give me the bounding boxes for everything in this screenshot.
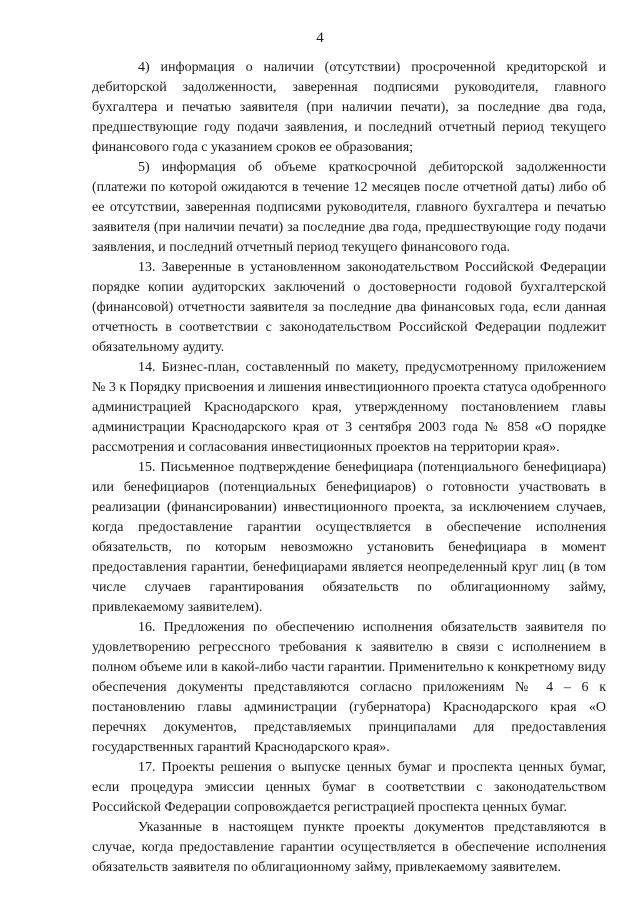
paragraph-13: 13. Заверенные в установленном законодательством Российской Федерации порядке копии аудиторских заключений о достоверности годовой бухгалтерской (финансовой) отчетности заявителя за последние два финансовых года, если данная отчетность в соответствии с законодательством Российской Федерации подлежит обязательному аудиту. <box>92 260 606 355</box>
paragraph-note: Указанные в настоящем пункте проекты документов представляются в случае, когда предоставление гарантии осуществляется в обеспечение исполнения обязательств заявителя по облигационному займу, привлекаемому заявителем. <box>92 820 606 875</box>
paragraph-15: 15. Письменное подтверждение бенефициара (потенциального бенефициара) или бенефициаров (потенциальных бенефициаров) о готовности участвовать в реализации (финансировании) инвестиционного проекта, за исключением случаев, когда предоставление гарантии осуществляется в обеспечение исполнения обязательств, по которым невозможно установить бенефициара в момент предоставления гарантии, бенефициарами является неопределенный круг лиц (в том числе случаев гарантирования обязательств по облигационному займу, привлекаемому заявителем). <box>92 460 606 615</box>
paragraph-16: 16. Предложения по обеспечению исполнения обязательств заявителя по удовлетворению регрессного требования к заявителю в связи с исполнением в полном объеме или в какой-либо части гарантии. Применительно к конкретному виду обеспечения документы представляются согласно приложениям № 4 – 6 к постановлению главы администрации (губернатора) Краснодарского края «О перечнях документов, представляемых принципалами для предоставления государственных гарантий Краснодарского края». <box>92 620 606 755</box>
paragraph-item-4: 4) информация о наличии (отсутствии) просроченной кредиторской и дебиторской задолженности, заверенная подписями руководителя, главного бухгалтера и печатью заявителя (при наличии печати), за последние два года, предшествующие году подачи заявления, и последний отчетный период текущего финансового года с указанием сроков ее образования; <box>92 60 606 155</box>
page-number: 4 <box>316 30 324 46</box>
document-body <box>92 58 606 878</box>
paragraph-14: 14. Бизнес-план, составленный по макету, предусмотренному приложением № 3 к Порядку присвоения и лишения инвестиционного проекта статуса одобренного администрацией Краснодарского края, утвержденному постановлением главы администрации Краснодарского края от 3 сентября 2003 года № 858 «О порядке рассмотрения и согласования инвестиционных проектов на территории края». <box>92 360 606 455</box>
paragraph-17: 17. Проекты решения о выпуске ценных бумаг и проспекта ценных бумаг, если процедура эмиссии ценных бумаг в соответствии с законодательством Российской Федерации сопровождается регистрацией проспекта ценных бумаг. <box>92 760 606 815</box>
paragraph-item-5: 5) информация об объеме краткосрочной дебиторской задолженности (платежи по которой ожидаются в течение 12 месяцев после отчетной даты) либо об ее отсутствии, заверенная подписями руководителя, главного бухгалтера и печатью заявителя (при наличии печати) за последние два года, предшествующие году подачи заявления, и последний отчетный период текущего финансового года. <box>92 160 606 255</box>
